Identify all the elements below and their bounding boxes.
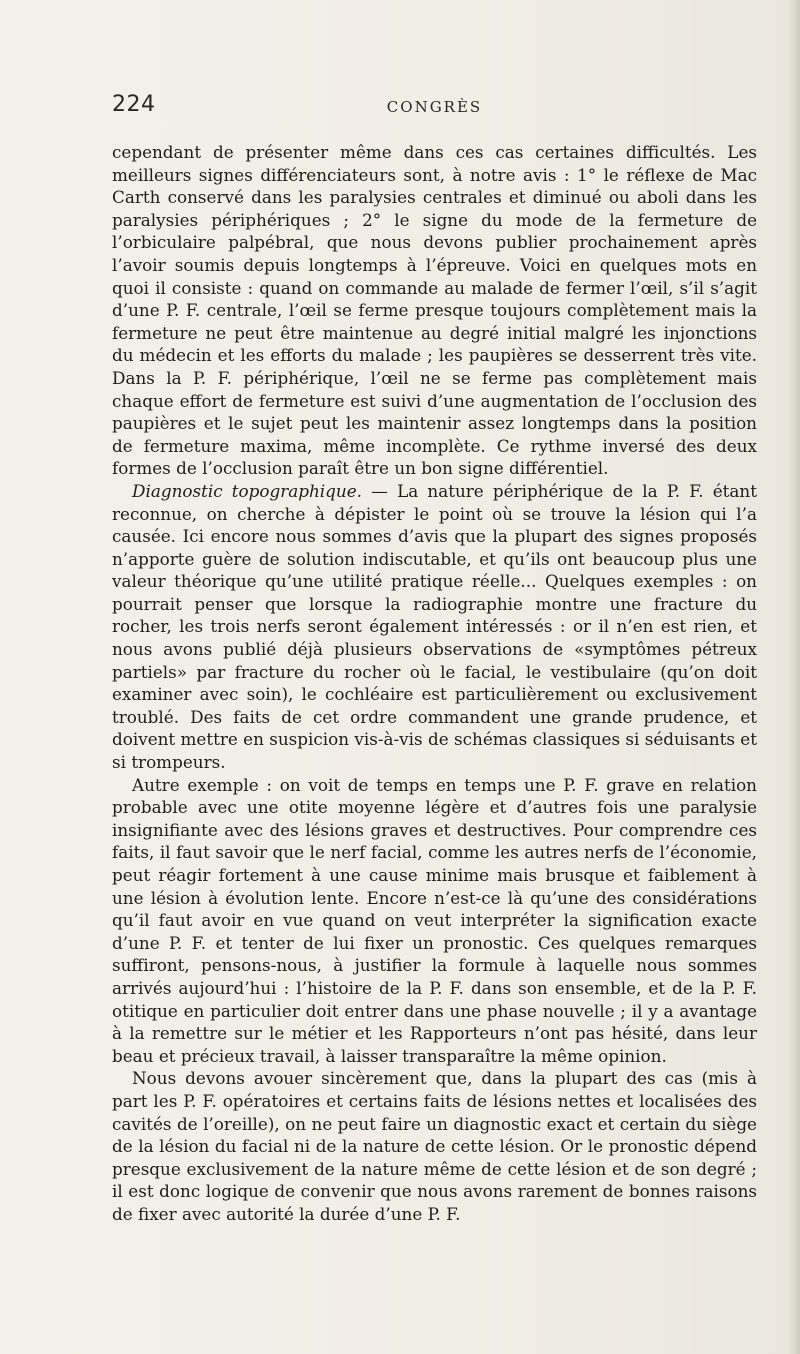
body-text bbox=[112, 141, 757, 1226]
paragraph-4: Nous devons avouer sincèrement que, dans la plupart des cas (mis à part les P. F. opératoires et certains faits de lésions nettes et localisées des cavités de l’oreille), on ne peut faire un diagnostic exact et certain du siège de la lésion du facial ni de la nature de cette lésion. Or le pronostic dépend presque exclusivement de la nature même de cette lésion et de son degré ; il est donc logique de convenir que nous avons rarement de bonnes raisons de fixer avec autorité la durée d’une P. F. bbox=[112, 1068, 757, 1224]
running-head: CONGRÈS bbox=[386, 98, 483, 116]
page-header bbox=[112, 92, 757, 122]
paragraph-2-text: — La nature périphérique de la P. F. étant reconnue, on cherche à dépister le point où se trouve la lésion qui l’a causée. Ici encore nous sommes d’avis que la plupart des signes proposés n’apporte guère de solution indiscutable, et qu’ils ont beaucoup plus une valeur théorique qu’une utilité pratique réelle... Quelques exemples : on pourrait penser que lorsque la radiographie montre une fracture du rocher, les trois nerfs seront également intéressés : or il n’en est rien, et nous avons publié déjà plusieurs observations de «symptômes pétreux partiels» par fracture du rocher où le facial, le vestibulaire (qu’on doit examiner avec soin), le cochléaire est particulièrement ou exclusivement troublé. Des faits de cet ordre commandent une grande prudence, et doivent mettre en suspicion vis-à-vis de schémas classiques si séduisants et si trompeurs. bbox=[112, 480, 757, 773]
section-heading: Diagnostic topographique. bbox=[132, 480, 362, 501]
paragraph-2 bbox=[112, 480, 757, 774]
page-edge-shadow bbox=[788, 0, 800, 1354]
paragraph-1: cependant de présenter même dans ces cas certaines difficultés. Les meilleurs signes différenciateurs sont, à notre avis : 1° le réflexe de Mac Carth conservé dans les paralysies centrales et diminué ou aboli dans les paralysies périphériques ; 2° le signe du mode de la fermeture de l’orbiculaire palpébral, que nous devons publier prochainement après l’avoir soumis depuis longtemps à l’épreuve. Voici en quelques mots en quoi il consiste : quand on commande au malade de fermer l’œil, s’il s’agit d’une P. F. centrale, l’œil se ferme presque toujours complètement mais la fermeture ne peut être maintenue au degré initial malgré les injonctions du médecin et les efforts du malade ; les paupières se desserrent très vite. Dans la P. F. périphérique, l’œil ne se ferme pas complètement mais chaque effort de fermeture est suivi d’une augmentation de l’occlusion des paupières et le sujet peut les maintenir assez longtemps dans la position de fermeture maxima, même incomplète. Ce rythme inversé des deux formes de l’occlusion paraît être un bon signe différentiel. bbox=[112, 142, 757, 479]
page-number: 224 bbox=[112, 92, 156, 117]
paragraph-3: Autre exemple : on voit de temps en temps une P. F. grave en relation probable avec une otite moyenne légère et d’autres fois une paralysie insignifiante avec des lésions graves et destructives. Pour comprendre ces faits, il faut savoir que le nerf facial, comme les autres nerfs de l’économie, peut réagir fortement à une cause minime mais brusque et faiblement à une lésion à évolution lente. Encore n’est-ce là qu’une des considérations qu’il faut avoir en vue quand on veut interpréter la signification exacte d’une P. F. et tenter de lui fixer un pronostic. Ces quelques remarques suffiront, pensons-nous, à justifier la formule à laquelle nous sommes arrivés aujourd’hui : l’histoire de la P. F. dans son ensemble, et de la P. F. otitique en particulier doit entrer dans une phase nouvelle ; il y a avantage à la remettre sur le métier et les Rapporteurs n’ont pas hésité, dans leur beau et précieux travail, à laisser transparaître la même opinion. bbox=[112, 774, 757, 1066]
